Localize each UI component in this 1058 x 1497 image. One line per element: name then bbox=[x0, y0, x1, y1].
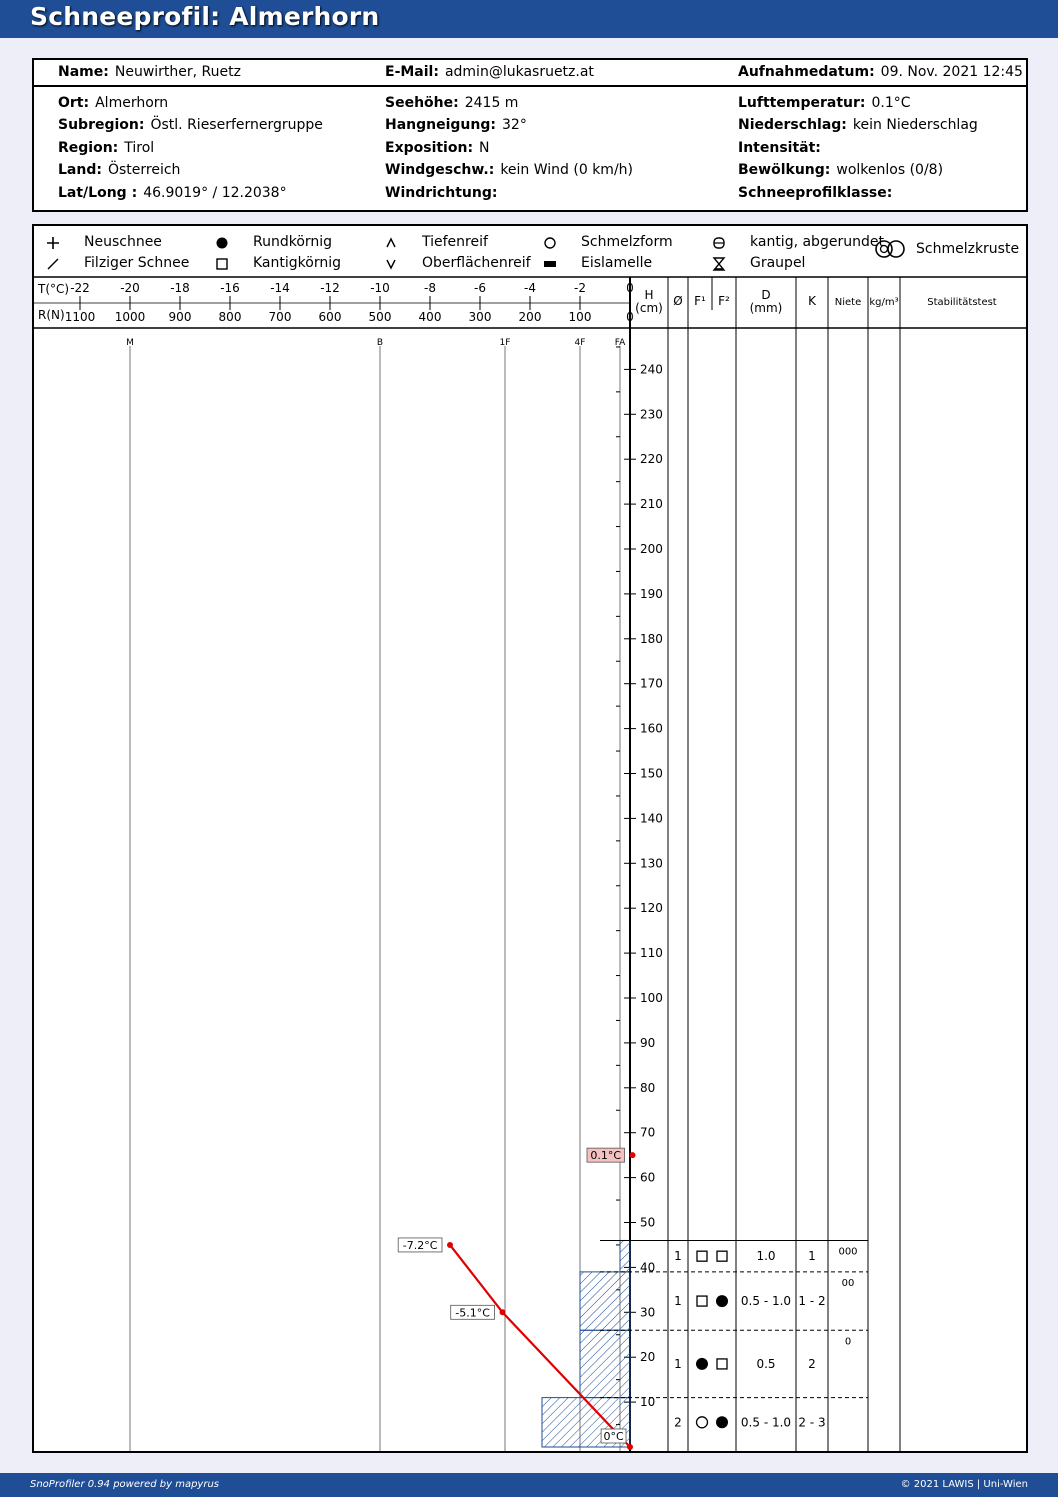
legend-label: Schmelzform bbox=[581, 234, 673, 250]
temperature-label: -7.2°C bbox=[402, 1238, 438, 1252]
circle-shape bbox=[716, 1416, 728, 1428]
layer-k: 2 bbox=[808, 1356, 816, 1371]
temperature-label: -5.1°C bbox=[455, 1306, 490, 1320]
layer-grain-size: 1.0 bbox=[756, 1249, 776, 1264]
square-shape bbox=[717, 1359, 727, 1369]
snow-profile-chart bbox=[32, 224, 1028, 1453]
layer-diameter: 1 bbox=[674, 1249, 682, 1264]
info-value: N bbox=[479, 139, 490, 156]
temp-tick-label: -4 bbox=[524, 281, 536, 295]
height-tick-label: 60 bbox=[640, 1170, 656, 1185]
profile-info-box bbox=[32, 58, 1028, 212]
layer-niete: 000 bbox=[838, 1246, 858, 1258]
info-label: Exposition: bbox=[385, 139, 474, 156]
height-tick-label: 120 bbox=[640, 901, 663, 916]
legend-label: Oberflächenreif bbox=[422, 255, 531, 271]
date-field: Aufnahmedatum: 09. Nov. 2021 12:45 bbox=[738, 64, 1023, 80]
height-tick-label: 50 bbox=[640, 1215, 656, 1230]
height-tick-label: 100 bbox=[640, 991, 663, 1005]
legend-label: Graupel bbox=[750, 255, 806, 271]
layer-hardness-bar bbox=[580, 1272, 630, 1330]
filled-circle-icon bbox=[716, 1295, 728, 1307]
height-tick-label: 130 bbox=[640, 856, 663, 871]
info-col2-row-1 bbox=[385, 117, 527, 133]
height-tick-label: 210 bbox=[640, 497, 663, 512]
circle-shape bbox=[697, 1417, 708, 1428]
col-stability-header: Stabilitätstest bbox=[927, 297, 997, 308]
info-label: Region: bbox=[58, 139, 119, 156]
res-tick-label: 500 bbox=[368, 310, 392, 324]
page-title: Schneeprofil: Almerhorn bbox=[30, 2, 380, 31]
hardness-label: B bbox=[376, 338, 384, 348]
temperature-point bbox=[630, 1152, 636, 1158]
title-bar bbox=[0, 0, 1058, 38]
col-d-header: D bbox=[761, 288, 771, 302]
info-col1-row-4 bbox=[58, 185, 287, 201]
info-col3-row-1 bbox=[738, 117, 978, 133]
height-tick-label: 10 bbox=[640, 1395, 656, 1410]
layer-grain-size: 0.5 - 1.0 bbox=[740, 1415, 792, 1430]
info-label: Ort: bbox=[58, 95, 90, 111]
height-tick-label: 140 bbox=[640, 811, 663, 826]
circle-shape bbox=[696, 1358, 708, 1370]
temperature-point bbox=[500, 1309, 506, 1315]
temp-tick-label: -2 bbox=[574, 281, 586, 295]
layer-k: 1 bbox=[808, 1249, 816, 1264]
hardness-label: M bbox=[126, 338, 134, 348]
info-col3-row-4 bbox=[738, 185, 898, 201]
footer-credit: SnoProfiler 0.94 powered by mapyrus bbox=[30, 1479, 220, 1490]
info-value: 2415 m bbox=[464, 95, 519, 111]
height-tick-label: 190 bbox=[640, 586, 663, 601]
info-label: Land: bbox=[58, 162, 102, 179]
hardness-label: FA bbox=[614, 338, 626, 348]
info-col1-row-2 bbox=[58, 140, 154, 156]
info-label: Niederschlag: bbox=[738, 117, 847, 134]
info-value: Östl. Rieserfernergruppe bbox=[150, 117, 323, 134]
square-shape bbox=[717, 1251, 727, 1261]
legend-label: kantig, abgerundet bbox=[750, 234, 884, 250]
legend-label: Neuschnee bbox=[84, 234, 162, 250]
temp-tick-label: -22 bbox=[70, 281, 90, 295]
height-tick-label: 170 bbox=[640, 676, 663, 691]
res-tick-label: 600 bbox=[318, 310, 342, 324]
info-col3-row-0 bbox=[738, 95, 911, 111]
info-label: Lufttemperatur: bbox=[738, 95, 866, 111]
layer-hardness-bar bbox=[580, 1330, 630, 1397]
col-diameter-header: Ø bbox=[673, 294, 683, 308]
height-tick-label: 180 bbox=[640, 631, 663, 646]
info-value: Österreich bbox=[107, 162, 181, 179]
info-label: Schneeprofilklasse: bbox=[738, 184, 893, 201]
circle-shape bbox=[716, 1295, 728, 1307]
layer-hardness-bar bbox=[620, 1240, 630, 1271]
temp-tick-label: -10 bbox=[370, 281, 390, 295]
info-col3-row-2 bbox=[738, 140, 827, 156]
filled-circle-icon bbox=[716, 1416, 728, 1428]
res-tick-label: 300 bbox=[468, 310, 492, 324]
height-axis-label: H bbox=[644, 288, 654, 302]
height-tick-label: 30 bbox=[640, 1305, 656, 1320]
height-tick-label: 70 bbox=[640, 1125, 656, 1140]
open-square-icon bbox=[697, 1251, 707, 1261]
info-value: wolkenlos (0/8) bbox=[836, 162, 944, 179]
col-niete-header: Niete bbox=[834, 297, 862, 308]
col-f2-header: F² bbox=[718, 294, 730, 308]
res-tick-label: 1000 bbox=[114, 310, 146, 324]
profile-svg bbox=[34, 226, 1026, 1451]
temperature-label: 0.1°C bbox=[590, 1149, 622, 1163]
square-shape bbox=[697, 1296, 707, 1306]
open-square-icon bbox=[717, 1359, 727, 1369]
open-square-icon bbox=[717, 1251, 727, 1261]
hardness-label: 1F bbox=[499, 338, 511, 348]
temp-tick-label: -6 bbox=[474, 281, 486, 295]
height-tick-label: 160 bbox=[640, 721, 663, 736]
height-tick-label: 80 bbox=[640, 1080, 656, 1095]
info-value: Tirol bbox=[124, 139, 155, 156]
info-label: Subregion: bbox=[58, 117, 145, 134]
res-tick-label: 200 bbox=[518, 310, 542, 324]
layer-grain-size: 0.5 - 1.0 bbox=[740, 1294, 792, 1309]
info-col1-row-1 bbox=[58, 117, 323, 133]
info-value: 0.1°C bbox=[871, 95, 911, 111]
layer-niete: 00 bbox=[841, 1277, 855, 1289]
name-field: Name: Neuwirther, Ruetz bbox=[58, 64, 241, 80]
info-col2-row-4 bbox=[385, 185, 503, 201]
filled-circle-icon bbox=[696, 1358, 708, 1370]
layer-k: 1 - 2 bbox=[798, 1294, 826, 1309]
temp-tick-label: -8 bbox=[424, 281, 436, 295]
col-density-header: kg/m³ bbox=[869, 297, 899, 308]
info-value: kein Wind (0 km/h) bbox=[500, 162, 633, 179]
legend-label: Schmelzkruste bbox=[916, 241, 1020, 257]
res-tick-label: 700 bbox=[268, 310, 292, 324]
temp-tick-label: -14 bbox=[270, 281, 290, 295]
legend-label: Kantigkörnig bbox=[253, 255, 341, 271]
info-label: Lat/Long : bbox=[58, 184, 138, 201]
info-col2-row-0 bbox=[385, 95, 518, 111]
open-square-icon bbox=[697, 1296, 707, 1306]
height-tick-label: 40 bbox=[640, 1260, 656, 1275]
layer-niete: 0 bbox=[844, 1336, 852, 1348]
info-col3-row-3 bbox=[738, 162, 943, 178]
layer-grain-size: 0.5 bbox=[756, 1356, 776, 1371]
info-col2-row-2 bbox=[385, 140, 490, 156]
footer-copyright: © 2021 LAWIS | Uni-Wien bbox=[900, 1479, 1028, 1490]
square-shape bbox=[697, 1251, 707, 1261]
res-tick-label: 800 bbox=[218, 310, 242, 324]
col-f1-header: F¹ bbox=[694, 294, 706, 308]
height-tick-label: 240 bbox=[640, 362, 663, 377]
layer-diameter: 1 bbox=[674, 1294, 682, 1309]
info-col1-row-0 bbox=[58, 95, 168, 111]
legend-label: Rundkörnig bbox=[253, 234, 333, 250]
info-value: 46.9019° / 12.2038° bbox=[143, 184, 287, 201]
temp-tick-label: -18 bbox=[170, 281, 190, 295]
res-tick-label: 900 bbox=[168, 310, 192, 324]
open-circle-icon bbox=[697, 1417, 708, 1428]
info-label: Intensität: bbox=[738, 139, 821, 156]
temp-tick-label: -20 bbox=[120, 281, 140, 295]
info-value: 32° bbox=[502, 117, 527, 134]
info-label: Windrichtung: bbox=[385, 184, 498, 201]
header-row bbox=[34, 60, 1026, 87]
height-tick-label: 230 bbox=[640, 407, 663, 422]
height-tick-label: 20 bbox=[640, 1350, 656, 1365]
col-d-unit: (mm) bbox=[749, 301, 783, 315]
height-tick-label: 200 bbox=[640, 542, 663, 556]
height-tick-label: 150 bbox=[640, 766, 663, 781]
temp-tick-label: -12 bbox=[320, 281, 340, 295]
email-field: E-Mail: admin@lukasruetz.at bbox=[385, 64, 594, 80]
layer-diameter: 2 bbox=[674, 1415, 682, 1430]
info-col2-row-3 bbox=[385, 162, 633, 178]
height-axis-unit: (cm) bbox=[635, 301, 663, 315]
res-tick-label: 0 bbox=[626, 310, 634, 324]
footer bbox=[0, 1473, 1058, 1497]
temperature-point bbox=[627, 1444, 633, 1450]
temp-tick-label: -16 bbox=[220, 281, 240, 295]
info-col1-row-3 bbox=[58, 162, 180, 178]
res-tick-label: 1100 bbox=[64, 310, 96, 324]
height-tick-label: 220 bbox=[640, 452, 663, 467]
height-tick-label: 110 bbox=[640, 946, 663, 961]
resistance-axis-label: R(N) bbox=[38, 308, 65, 322]
legend-label: Eislamelle bbox=[581, 255, 653, 271]
legend-label: Filziger Schnee bbox=[84, 255, 190, 271]
height-tick-label: 90 bbox=[640, 1035, 656, 1050]
info-value: kein Niederschlag bbox=[852, 117, 978, 134]
col-k-header: K bbox=[808, 294, 816, 308]
info-label: Bewölkung: bbox=[738, 162, 831, 179]
legend-label: Tiefenreif bbox=[422, 234, 488, 250]
res-tick-label: 100 bbox=[568, 310, 592, 324]
layer-2 bbox=[580, 1330, 868, 1397]
temperature-point bbox=[447, 1242, 453, 1248]
layer-k: 2 - 3 bbox=[798, 1415, 826, 1430]
hardness-label: 4F bbox=[574, 338, 586, 348]
info-value: Almerhorn bbox=[95, 95, 169, 111]
temp-tick-label: 0 bbox=[626, 281, 634, 295]
temp-axis-label: T(°C) bbox=[38, 282, 70, 296]
layer-diameter: 1 bbox=[674, 1356, 682, 1371]
info-label: Windgeschw.: bbox=[385, 162, 495, 179]
res-tick-label: 400 bbox=[418, 310, 442, 324]
temperature-label: 0°C bbox=[603, 1430, 624, 1443]
info-label: Hangneigung: bbox=[385, 117, 496, 134]
info-label: Seehöhe: bbox=[385, 95, 459, 111]
